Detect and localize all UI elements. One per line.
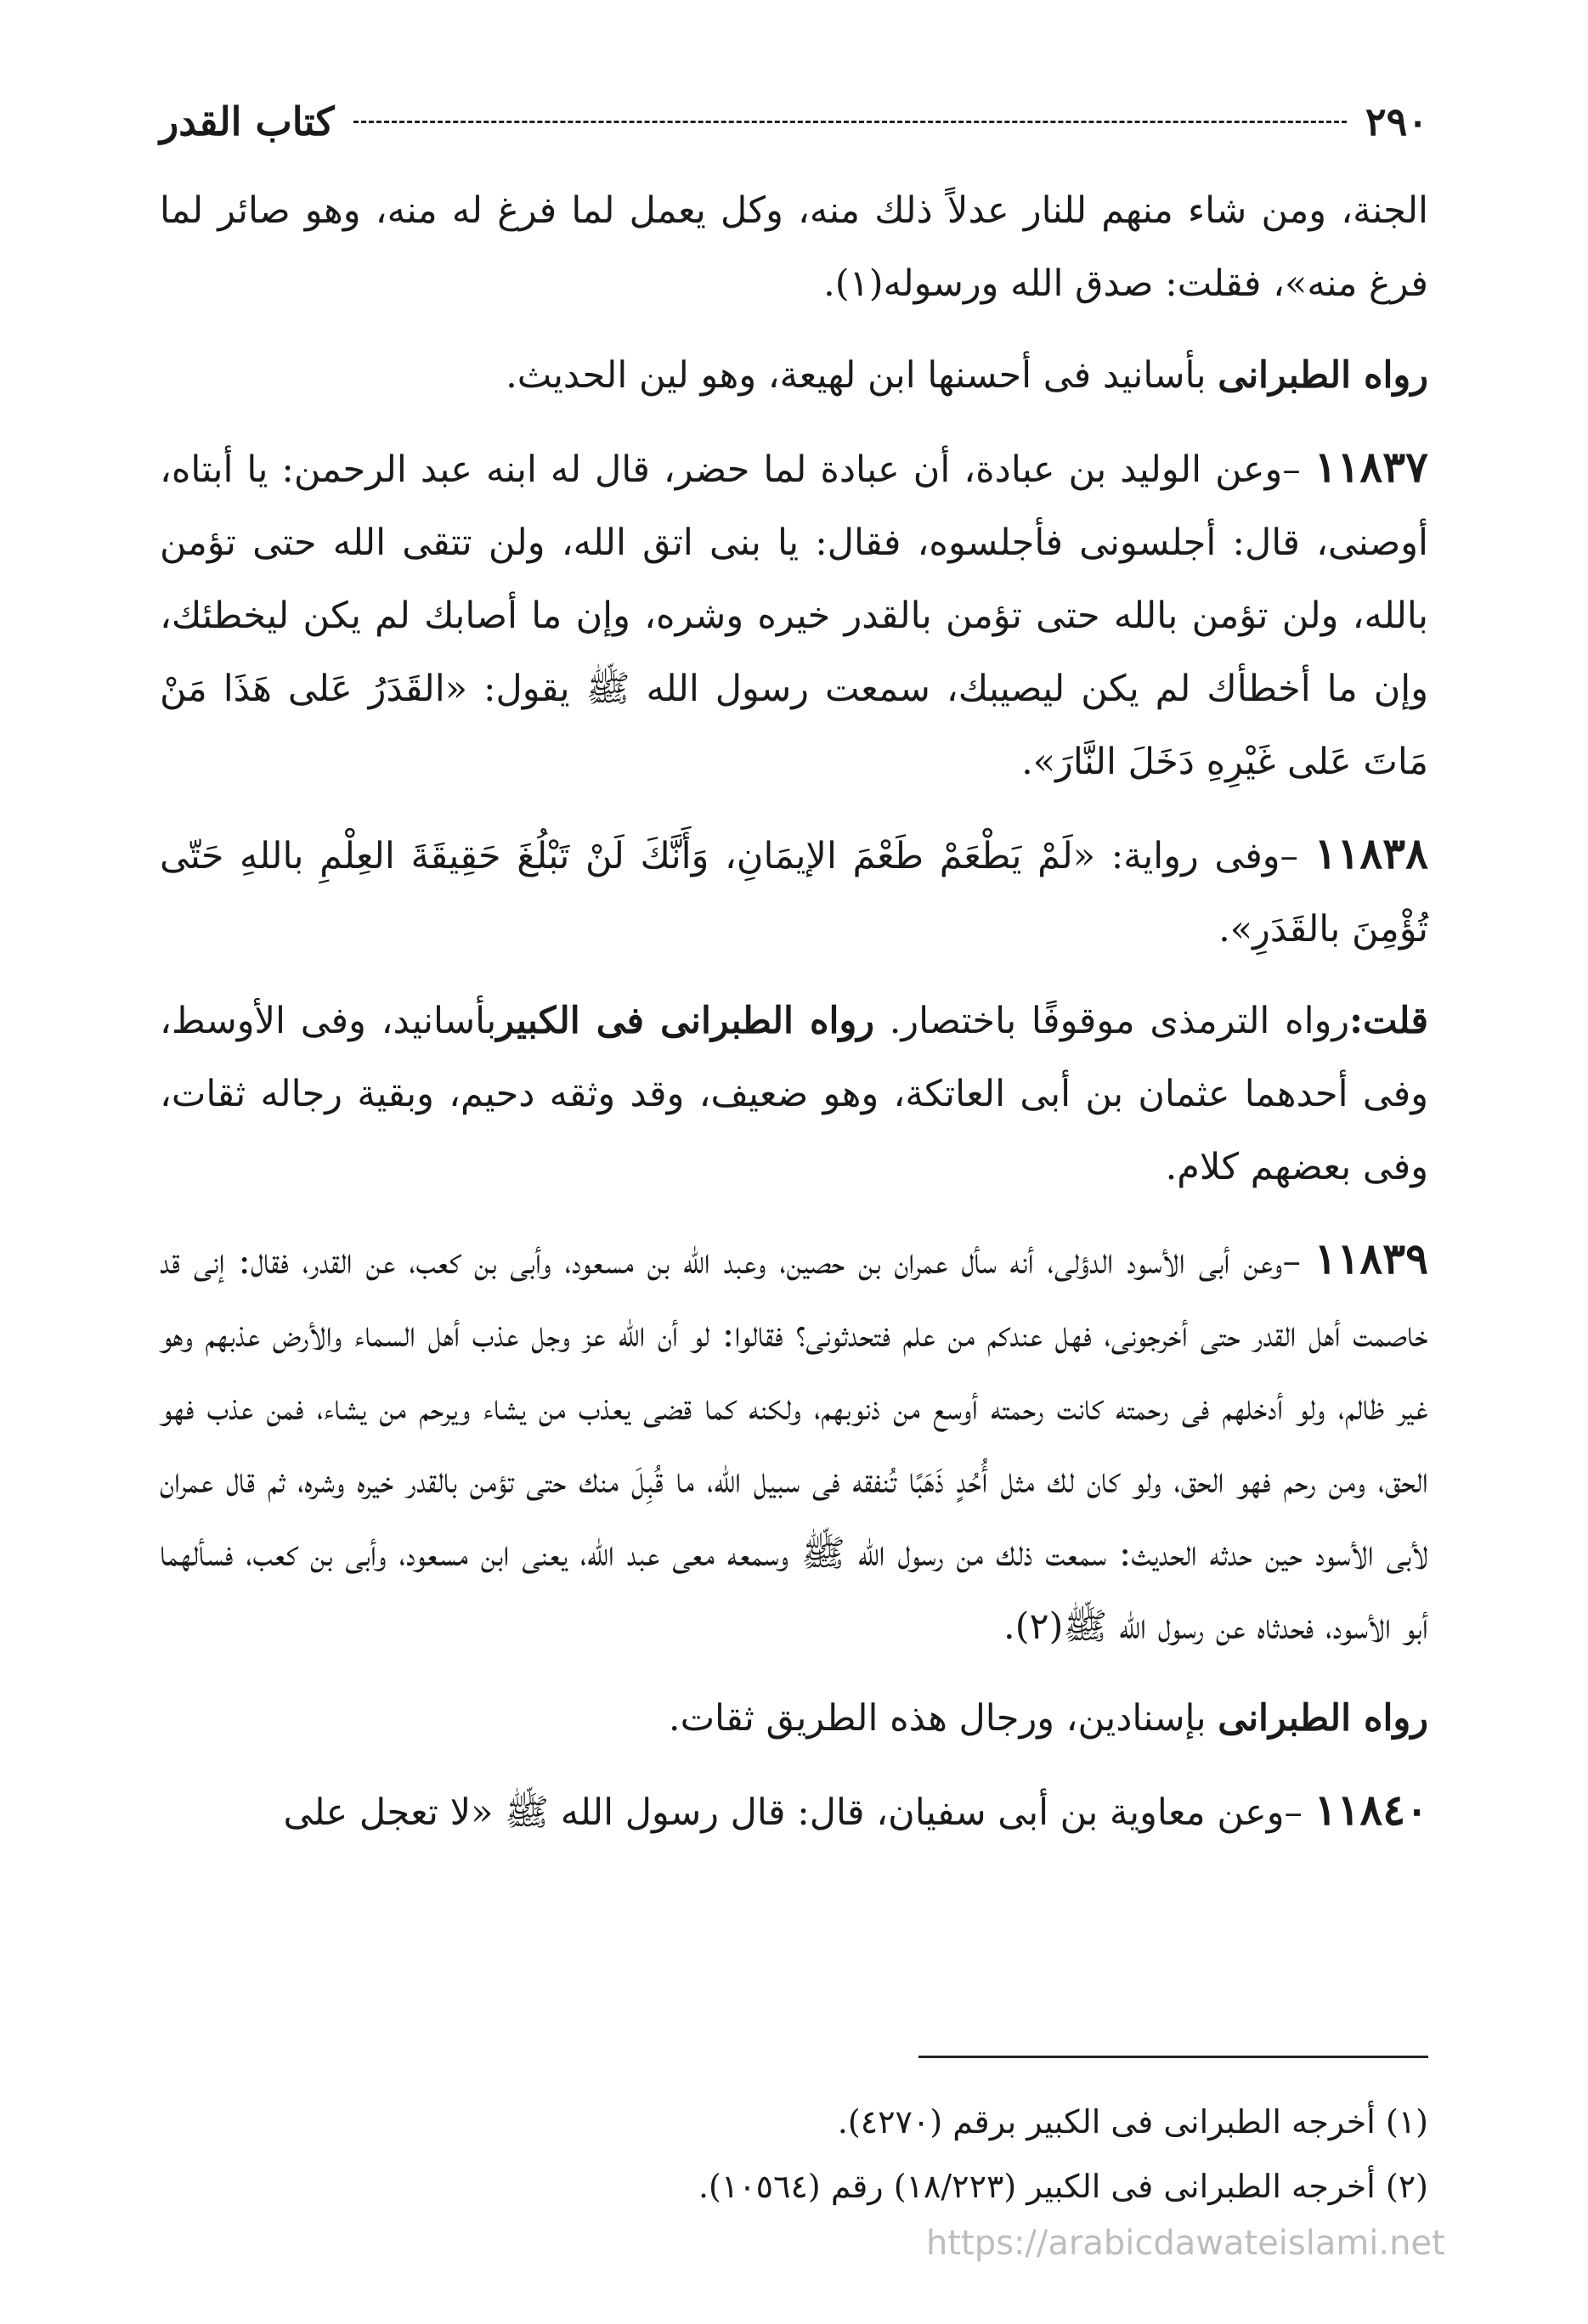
footnote-1: (١) أخرجه الطبرانى فى الكبير برقم (٤٢٧٠). (837, 2103, 1428, 2141)
hadith-text: –وعن أبى الأسود الدؤلى، أنه سأل عمران بن حصين، وعبد الله بن مسعود، وأبى بن كعب، عن القدر، فقال: إنى قد خاصمت أهل القدر حتى أخرجونى، فهل عندكم من علم فتحدثونى؟ فقالوا: لو أن الله عز وجل عذب أهل السماء والأرض عذبهم وهو غير ظالم، ولو أدخلهم فى رحمته كانت رحمته أوسع من ذنوبهم، ولكنه كما قضى يعذب من يشاء ويرحم من يشاء، فمن عذب فهو الحق، ومن رحم فهو الحق، ولو كان لك مثل أُحُدٍ ذَهَبًا تُنفقه فى سبيل الله، ما قُبِلَ منك حتى تؤمن بالقدر خيره وشره، ثم قال عمران لأبى الأسود حين حدثه الحديث: سمعت ذلك من رسول الله ﷺ وسمعه معى عبد الله، يعنى ابن مسعود، وأبى بن كعب، فسألهما أبو الأسود، فحدثاه عن رسول الله ﷺ(٢). (160, 1240, 1429, 1648)
narrator-name: رواه الطبرانى (1218, 1697, 1428, 1740)
footnote-2: (٢) أخرجه الطبرانى فى الكبير (١٨/٢٢٣) رقم (١٠٥٦٤). (698, 2168, 1428, 2205)
hadith-11840 (160, 1774, 1428, 1849)
hadith-11837 (160, 431, 1428, 798)
page-body (160, 174, 1428, 1868)
hadith-11839 (160, 1222, 1428, 1663)
hadith-11838 (160, 817, 1428, 966)
footnote-separator (918, 2056, 1428, 2058)
paragraph-narration-note: رواه الطبرانى بإسنادين، ورجال هذه الطريق ثقات. (668, 1697, 1428, 1740)
comment-label: قلت: (1349, 1000, 1429, 1042)
watermark-url: https://arabicdawateislami.net (926, 2224, 1445, 2263)
footnotes (160, 2090, 1428, 2219)
hadith-number: ١١٨٣٨ (1314, 828, 1428, 878)
paragraph-continued: الجنة، ومن شاء منهم للنار عدلاً ذلك منه، وكل يعمل لما فرغ له منه، وهو صائر لما فرغ منه»، فقلت: صدق الله ورسوله(١). (160, 189, 1428, 305)
hadith-text: –وعن الوليد بن عبادة، أن عبادة لما حضر، قال له ابنه عبد الرحمن: يا أبتاه، أوصنى، قال: أجلسونى فأجلسوه، فقال: يا بنى اتق الله، ولن تتقى الله حتى تؤمن بالله، ولن تؤمن بالله حتى تؤمن بالقدر خيره وشره، وإن ما أصابك لم يكن ليخطئك، وإن ما أخطأك لم يكن ليصيبك، سمعت رسول الله ﷺ يقول: «القَدَرُ عَلى هَذَا مَنْ مَاتَ عَلى غَيْرِهِ دَخَلَ النَّارَ». (160, 448, 1428, 783)
paragraph-narration-note: رواه الطبرانى بأسانيد فى أحسنها ابن لهيعة، وهو لين الحديث. (506, 354, 1428, 397)
chapter-title: كتاب القدر (160, 99, 335, 144)
hadith-text: –وفى رواية: «لَمْ يَطْعَمْ طَعْمَ الإيمَانِ، وَأَنَّكَ لَنْ تَبْلُغَ حَقِيقَةَ العِلْمِ باللهِ حَتّى تُؤْمِنَ بالقَدَرِ». (160, 835, 1428, 950)
page-number: ٢٩٠ (1365, 99, 1428, 144)
hadith-number: ١١٨٣٧ (1314, 442, 1428, 492)
hadith-number: ١١٨٣٩ (1314, 1233, 1428, 1283)
paragraph-comment: قلت:رواه الترمذى موقوفًا باختصار. رواه الطبرانى فى الكبيربأسانيد، وفى الأوسط، وفى أحدهما عثمان بن أبى العاتكة، وهو ضعيف، وقد وثقه دحيم، وبقية رجاله ثقات، وفى بعضهم كلام. (160, 1000, 1429, 1188)
narrator-name: رواه الطبرانى (1218, 354, 1428, 397)
header-dashed-rule (353, 121, 1347, 123)
page-header (160, 92, 1428, 151)
narrator-name: رواه الطبرانى فى الكبير (496, 1000, 874, 1042)
hadith-text: –وعن معاوية بن أبى سفيان، قال: قال رسول الله ﷺ «لا تعجل على (283, 1791, 1314, 1834)
hadith-number: ١١٨٤٠ (1314, 1785, 1428, 1835)
